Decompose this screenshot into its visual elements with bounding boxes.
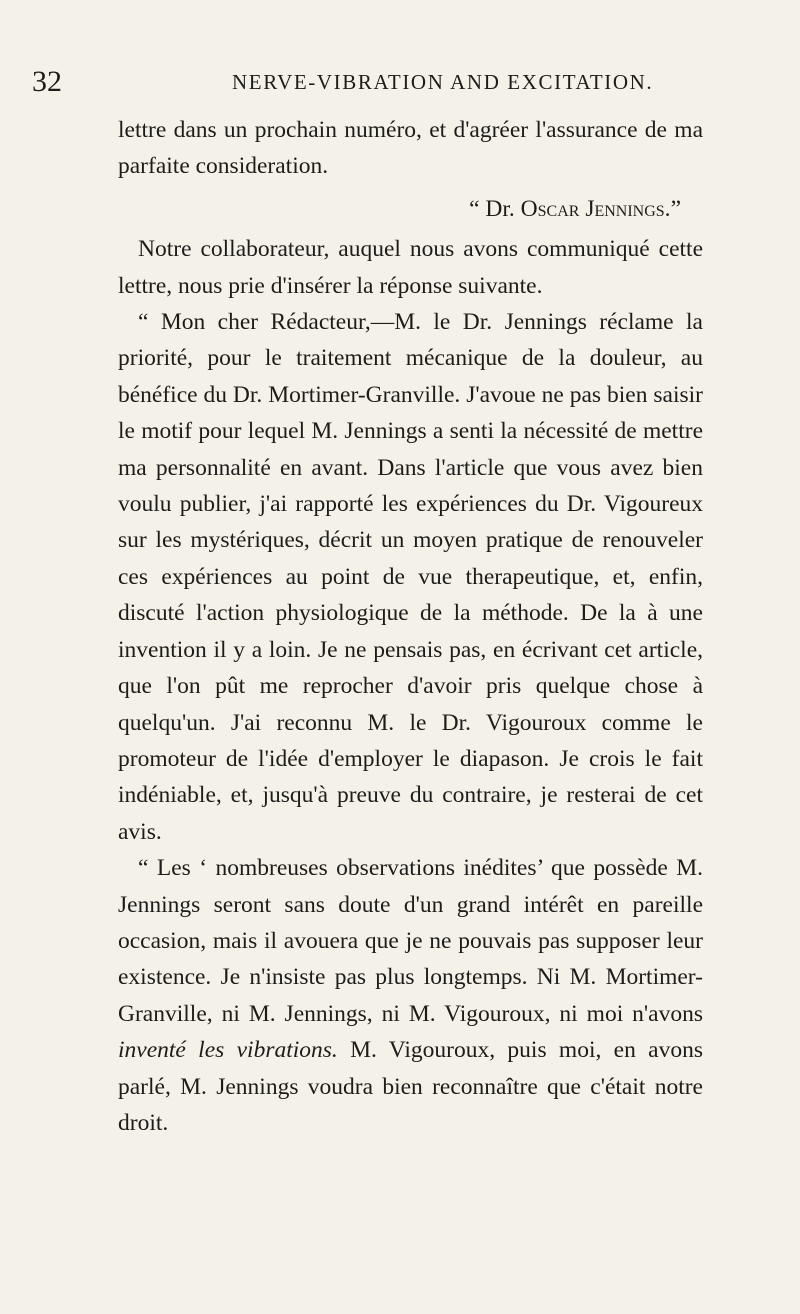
signature-prefix: “ Dr. xyxy=(469,195,521,222)
signature-name: Oscar Jennings. xyxy=(520,195,671,222)
paragraph-editor-note: Notre collaborateur, auquel nous avons communiqué cette lettre, nous prie d'insérer la réponse suivante. xyxy=(118,236,703,299)
reply-2-text-end: M. Vigouroux, puis moi, en avons parlé, M. Jennings voudra bien reconnaître que c'était notre droit. xyxy=(118,1037,704,1136)
page-number: 32 xyxy=(32,65,62,98)
running-head: NERVE-VIBRATION AND EXCITATION. xyxy=(232,70,654,94)
paragraph-reply-1: “ Mon cher Rédacteur,—M. le Dr. Jennings réclame la priorité, pour le traitement mécanique de la douleur, au bénéfice du Dr. Mortimer-Granville. J'avoue ne pas bien saisir le motif pour lequel M. Jennings a senti la nécessité de mettre ma personnalité en avant. Dans l'article que vous avez bien voulu publier, j'ai rapporté les expériences du Dr. Vigoureux sur les mystériques, décrit un moyen pratique de renouveler ces expériences au point de vue therapeutique, et, enfin, discuté l'action physiologique de la méthode. De la à une invention il y a loin. Je ne pensais pas, en écrivant cet article, que l'on pût me reprocher d'avoir pris quelque chose à quelqu'un. J'ai reconnu M. le Dr. Vigouroux comme le promoteur de l'idée d'employer le diapason. Je crois le fait indéniable, et, jusqu'à preuve du contraire, je resterai de cet avis. xyxy=(118,309,703,845)
reply-2-text-start: “ Les ‘ nombreuses observations inédites’ que possède M. Jennings seront sans doute d'un grand intérêt en pareille occasion, mais il avouera que je ne pouvais pas supposer leur existence. Je n'insiste pas plus longtemps. Ni M. Mortimer-Granville, ni M. Jennings, ni M. Vigouroux, ni moi n'avons xyxy=(118,855,703,1027)
page-header xyxy=(30,60,770,104)
paragraph-reply-2 xyxy=(118,850,703,1141)
body-text xyxy=(118,112,703,1141)
reply-2-italic-phrase: inventé les vibrations. xyxy=(118,1037,338,1064)
paragraph-letter-closing: lettre dans un prochain numéro, et d'agréer l'assurance de ma parfaite consideration. xyxy=(118,117,703,180)
letter-signature xyxy=(118,191,703,227)
signature-suffix: ” xyxy=(670,195,681,222)
